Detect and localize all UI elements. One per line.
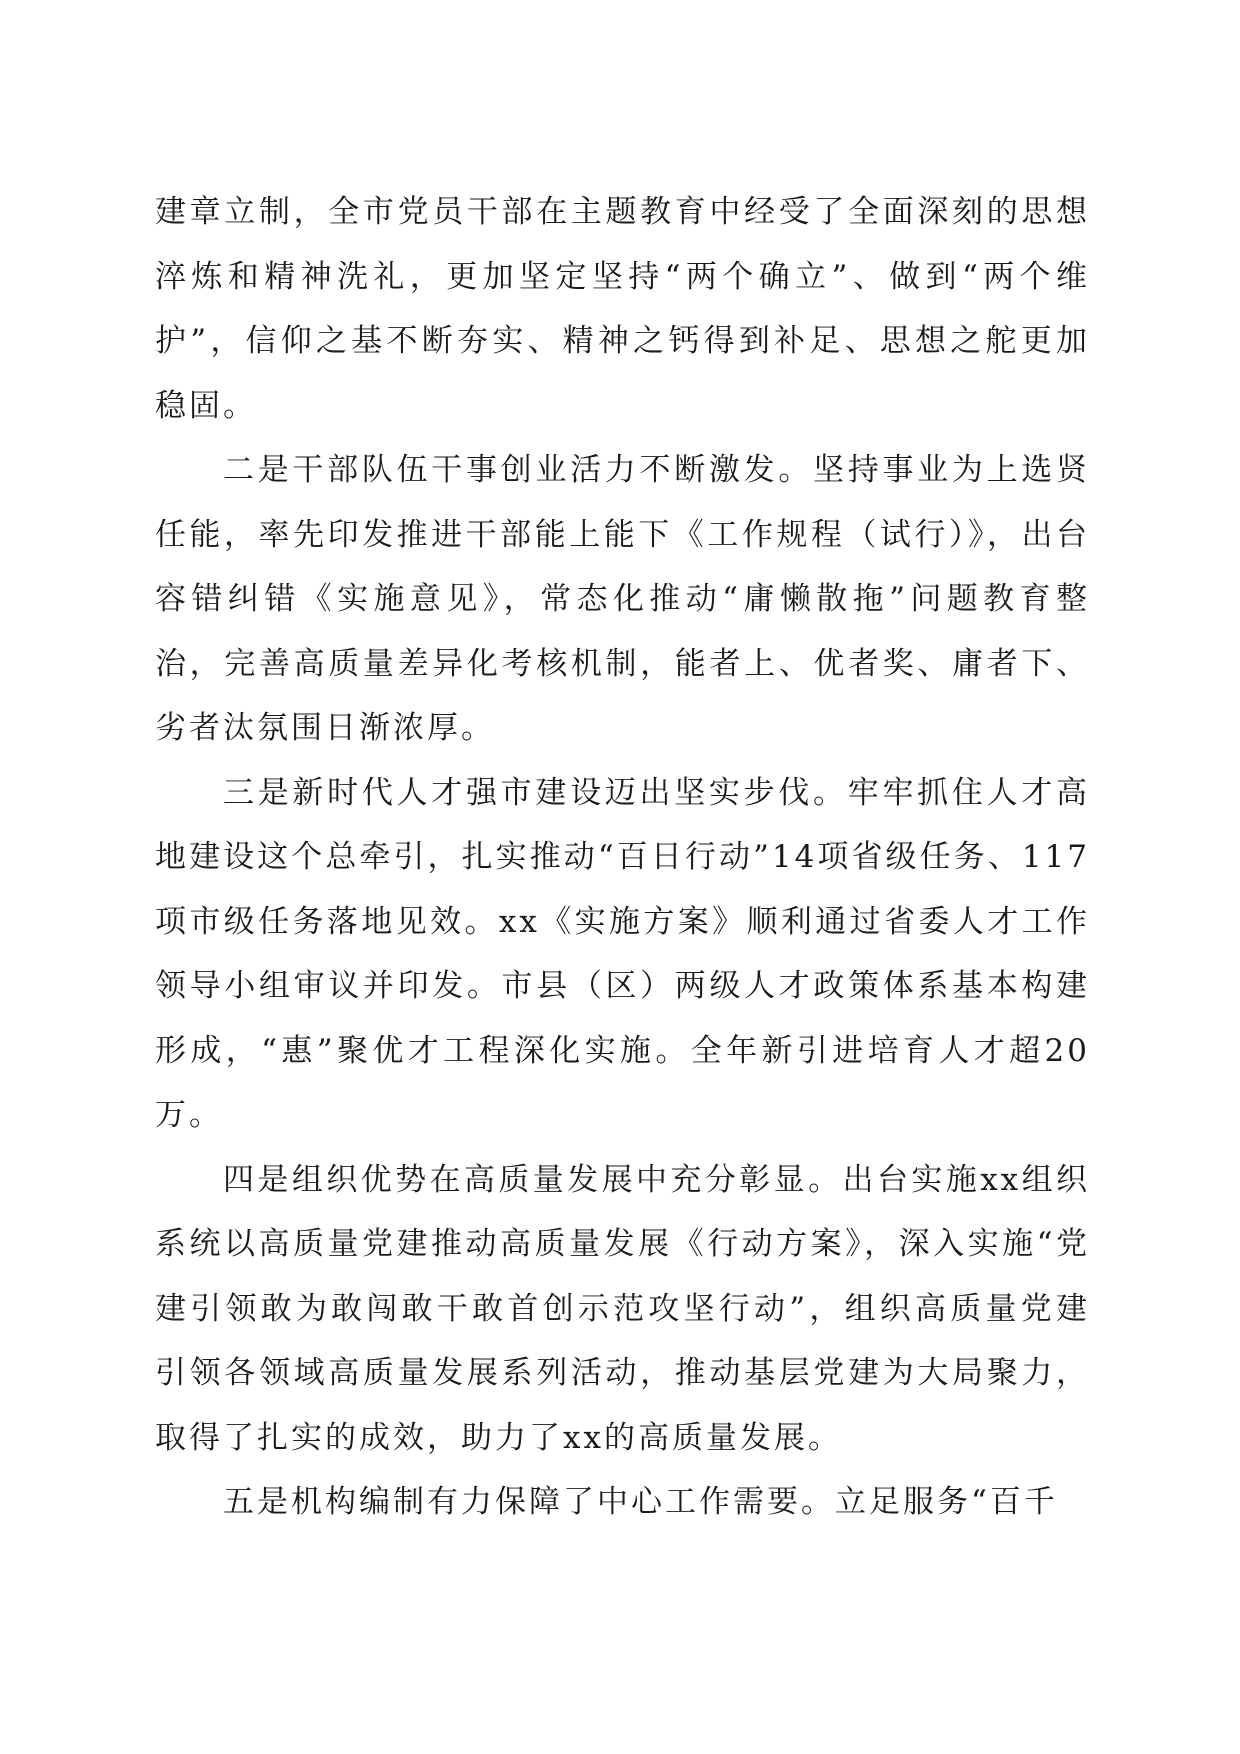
document-body [155,180,1090,1535]
paragraph-continuation: 建章立制，全市党员干部在主题教育中经受了全面深刻的思想淬炼和精神洗礼，更加坚定坚持“两个确立”、做到“两个维护”，信仰之基不断夯实、精神之钙得到补足、思想之舵更加稳固。 [155,194,1090,424]
paragraph-talent-city: 三是新时代人才强市建设迈出坚实步伐。牢牢抓住人才高地建设这个总牵引，扎实推动“百日行动”14项省级任务、117项市级任务落地见效。xx《实施方案》顺利通过省委人才工作领导小组审议并印发。市县（区）两级人才政策体系基本构建形成，“惠”聚优才工程深化实施。全年新引进培育人才超20万。 [155,774,1090,1133]
paragraph-organizational-advantage: 四是组织优势在高质量发展中充分彰显。出台实施xx组织系统以高质量党建推动高质量发展《行动方案》，深入实施“党建引领敢为敢闯敢干敢首创示范攻坚行动”，组织高质量党建引领各领域高质量发展系列活动，推动基层党建为大局聚力，取得了扎实的成效，助力了xx的高质量发展。 [155,1161,1090,1456]
paragraph-institutional-staffing: 五是机构编制有力保障了中心工作需要。立足服务“百千 [223,1484,1058,1520]
paragraph-cadre-vitality: 二是干部队伍干事创业活力不断激发。坚持事业为上选贤任能，率先印发推进干部能上能下《工作规程（试行）》，出台容错纠错《实施意见》，常态化推动“庸懒散拖”问题教育整治，完善高质量差异化考核机制，能者上、优者奖、庸者下、劣者汰氛围日渐浓厚。 [155,452,1090,746]
